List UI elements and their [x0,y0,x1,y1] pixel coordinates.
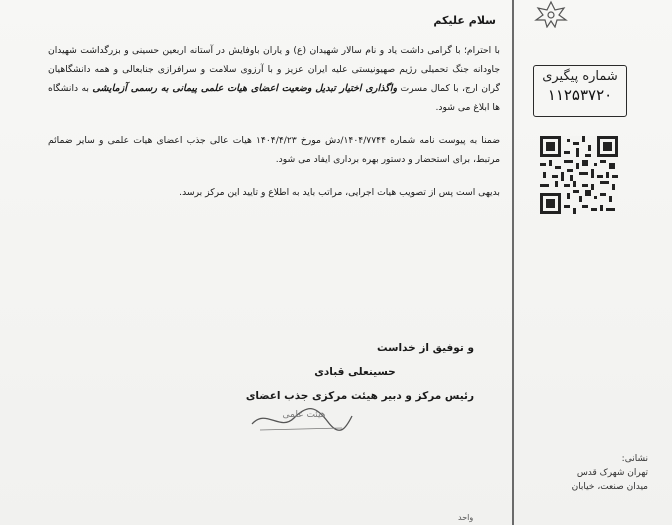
tracking-number: ۱۱۲۵۳۷۲۰ [547,86,613,104]
paragraph-1-end: به دانشگاه ها ابلاغ می شود. [48,83,500,113]
stamp-text: هیئت علمی [282,410,326,420]
tracking-number-box [533,65,627,117]
address-block [528,452,648,494]
closing-line: و توفیق از خداست [377,342,474,354]
signer-title: رئیس مرکز و دبیر هیئت مرکزی جذب اعضای [245,390,474,402]
qr-code [540,136,618,214]
paragraph-1-text: با احترام؛ با گرامی داشت یاد و نام سالار شهیدان (ع) و یاران باوفایش در آستانه اربعین حسینی و بزرگداشت شهیدان جاودانه جنگ تحمیلی رژیم صهیونیستی علیه ایران عزیز و با آرزوی سلامت و سرافرازی جنابعالی و همه دانشگاهیان گران ارج، با کمال مسرت [48,45,500,94]
paragraph-2: ضمنا به پیوست نامه شماره ۱۴۰۴/۷۷۴۴/دش مورخ ۱۴۰۴/۴/۲۳ هیات عالی جذب اعضای هیات علمی و سایر ضمائم مرتبط، برای استحضار و دستور بهره برداری ایفاد می شود. [48,135,500,165]
footer-partial: واحد [458,513,474,522]
signer-name: حسینعلی قبادی [314,366,396,378]
address-label: نشانی: [621,454,648,464]
address-line-1: تهران شهرک قدس [576,468,648,478]
letter-body [48,8,500,216]
tracking-label: شماره پیگیری [542,69,618,84]
paragraph-1 [48,41,500,117]
address-line-2: میدان صنعت، خیابان [571,482,648,492]
greeting: سلام علیکم [433,14,496,27]
margin-divider [512,0,514,525]
emblem-icon [528,0,574,28]
paragraph-3: بدیهی است پس از تصویب هیات اجرایی، مراتب باید به اطلاع و تایید این مرکز برسد. [179,187,500,198]
paragraph-1-bold: واگذاری اختیار تبدیل وضعیت اعضای هیات علمی پیمانی به رسمی آزمایشی [92,83,398,94]
